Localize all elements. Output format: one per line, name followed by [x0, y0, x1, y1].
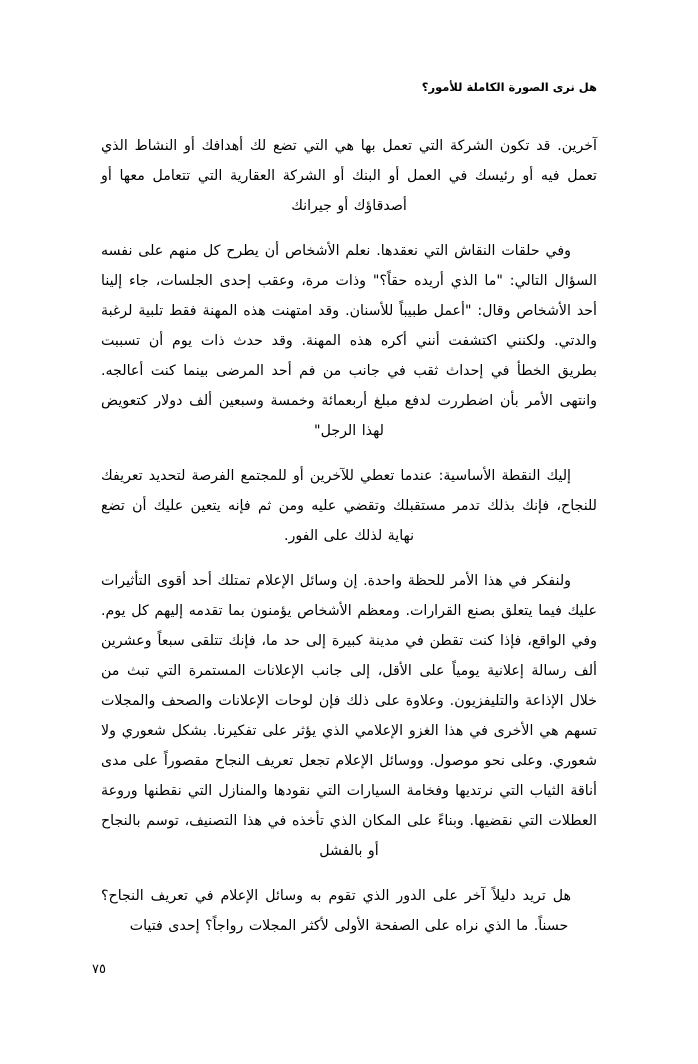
paragraph-5: هل تريد دليلاً آخر على الدور الذي تقوم به وسائل الإعلام في تعريف النجاح؟ حسناً. ما الذي نراه على الصفحة الأولى لأكثر المجلات رواجاً؟ إحدى فتيات	[101, 888, 571, 934]
page-number: ٧٥	[92, 962, 106, 977]
paragraph-4: ولنفكر في هذا الأمر للحظة واحدة. إن وسائل الإعلام تمتلك أحد أقوى التأثيرات عليك فيما يتعلق بصنع القرارات. ومعظم الأشخاص يؤمنون بما تقدمه إليهم كل يوم. وفي الواقع، فإذا كنت تقطن في مدينة كبيرة إلى حد ما، فإنك تتلقى سبعاً وعشرين ألف رسالة إعلانية يومياً على الأقل، إلى جانب الإعلانات المستمرة التي تبث من خلال الإذاعة والتليفزيون. وعلاوة على ذلك فإن لوحات الإعلانات والصحف والمجلات تسهم هي الأخرى في هذا الغزو الإعلامي الذي يؤثر على تفكيرنا. بشكل شعوري ولا شعوري. وعلى نحو موصول. ووسائل الإعلام تجعل تعريف النجاح مقصوراً على مدى أناقة الثياب التي نرتديها وفخامة السيارات التي نقودها والمنازل التي نقطنها وروعة العطلات التي نقضيها. وبناءً على المكان الذي تأخذه في هذا التصنيف، توسم بالنجاح أو بالفشل	[101, 573, 597, 859]
paragraph-1: آخرين. قد تكون الشركة التي تعمل بها هي التي تضع لك أهدافك أو النشاط الذي تعمل فيه أو رئيسك في العمل أو البنك أو الشركة العقارية التي تتعامل معها أو أصدقاؤك أو جيرانك	[101, 138, 597, 214]
paragraph-3: إليك النقطة الأساسية: عندما تعطي للآخرين أو للمجتمع الفرصة لتحديد تعريفك للنجاح، فإنك بذلك تدمر مستقبلك وتقضي عليه ومن ثم فإنه يتعين عليك أن تضع نهاية لذلك على الفور.	[101, 468, 597, 544]
body-text-column	[101, 131, 597, 956]
running-header: هل نرى الصورة الكاملة للأمور؟	[421, 80, 597, 94]
paragraph-2: وفي حلقات النقاش التي نعقدها. نعلم الأشخاص أن يطرح كل منهم على نفسه السؤال التالي: "ما الذي أريده حقاً؟" وذات مرة، وعقب إحدى الجلسات، جاء إلينا أحد الأشخاص وقال: "أعمل طبيباً للأسنان. وقد امتهنت هذه المهنة فقط تلبية لرغبة والدتي. ولكنني اكتشفت أنني أكره هذه المهنة. وقد حدث ذات يوم أن تسببت بطريق الخطأ في إحداث ثقب في جانب من فم أحد المرضى بينما كنت أعالجه. وانتهى الأمر بأن اضطررت لدفع مبلغ أربعمائة وخمسة وسبعين ألف دولار كتعويض لهذا الرجل"	[101, 243, 597, 439]
